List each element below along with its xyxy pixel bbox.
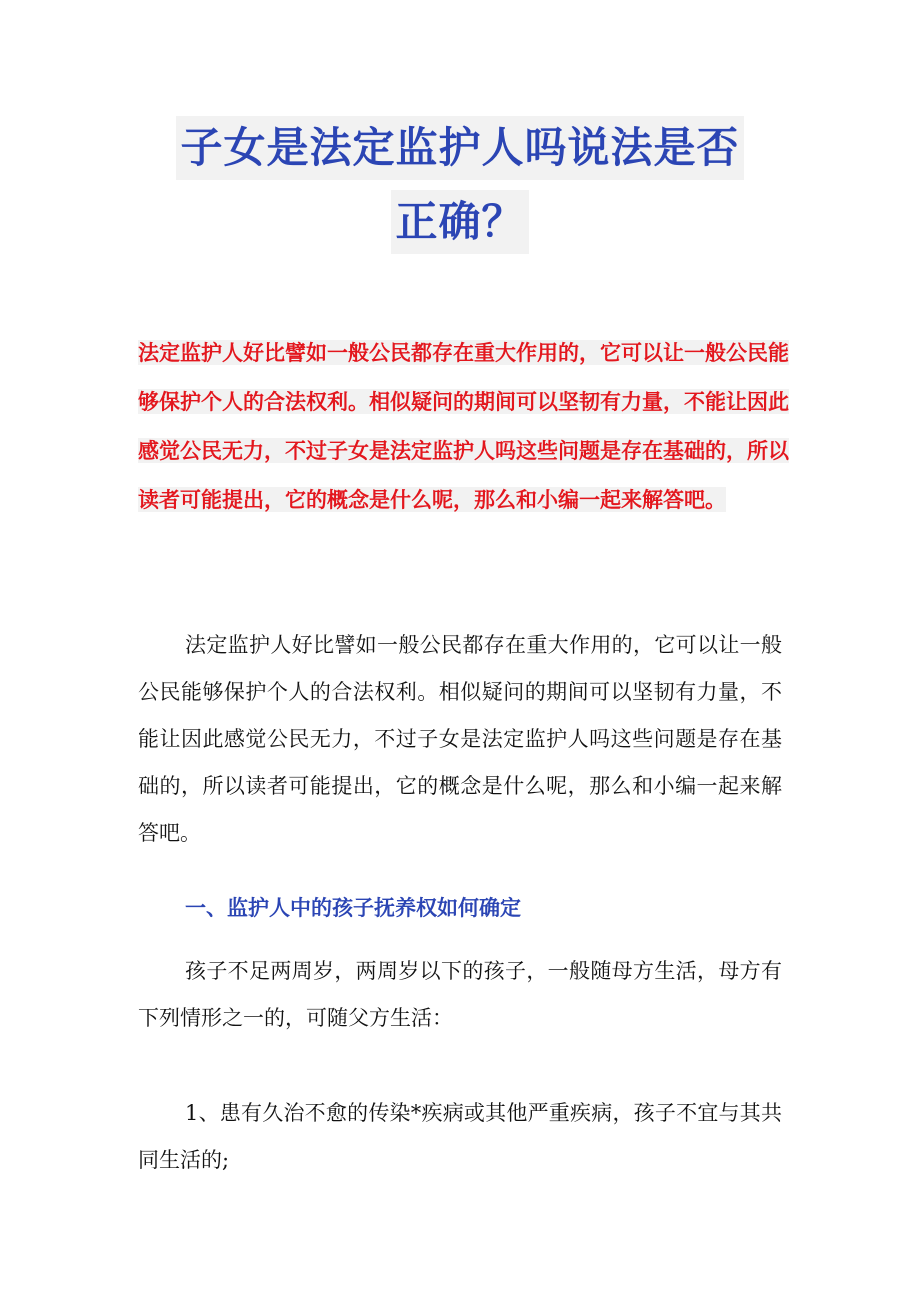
section1-paragraph: 孩子不足两周岁，两周岁以下的孩子，一般随母方生活，母方有下列情形之一的，可随父方生活： bbox=[138, 959, 782, 1030]
title-line-1: 子女是法定监护人吗说法是否 bbox=[176, 116, 743, 180]
section1-list-item-1: 1、患有久治不愈的传染*疾病或其他严重疾病，孩子不宜与其共同生活的; bbox=[138, 1101, 782, 1172]
intro-paragraph: 法定监护人好比譬如一般公民都存在重大作用的，它可以让一般公民能够保护个人的合法权利。相似疑问的期间可以坚韧有力量，不能让因此感觉公民无力，不过子女是法定监护人吗这些问题是存在基础的，所以读者可能提出，它的概念是什么呢，那么和小编一起来解答吧。 bbox=[138, 633, 782, 845]
section-heading-1: 一、监护人中的孩子抚养权如何确定 bbox=[185, 895, 521, 920]
summary-highlight bbox=[138, 328, 798, 524]
document-title bbox=[0, 116, 920, 254]
summary-text: 法定监护人好比譬如一般公民都存在重大作用的，它可以让一般公民能够保护个人的合法权利。相似疑问的期间可以坚韧有力量，不能让因此感觉公民无力，不过子女是法定监护人吗这些问题是存在基础的，所以读者可能提出，它的概念是什么呢，那么和小编一起来解答吧。 bbox=[138, 340, 789, 512]
title-line-2: 正确？ bbox=[391, 190, 528, 254]
